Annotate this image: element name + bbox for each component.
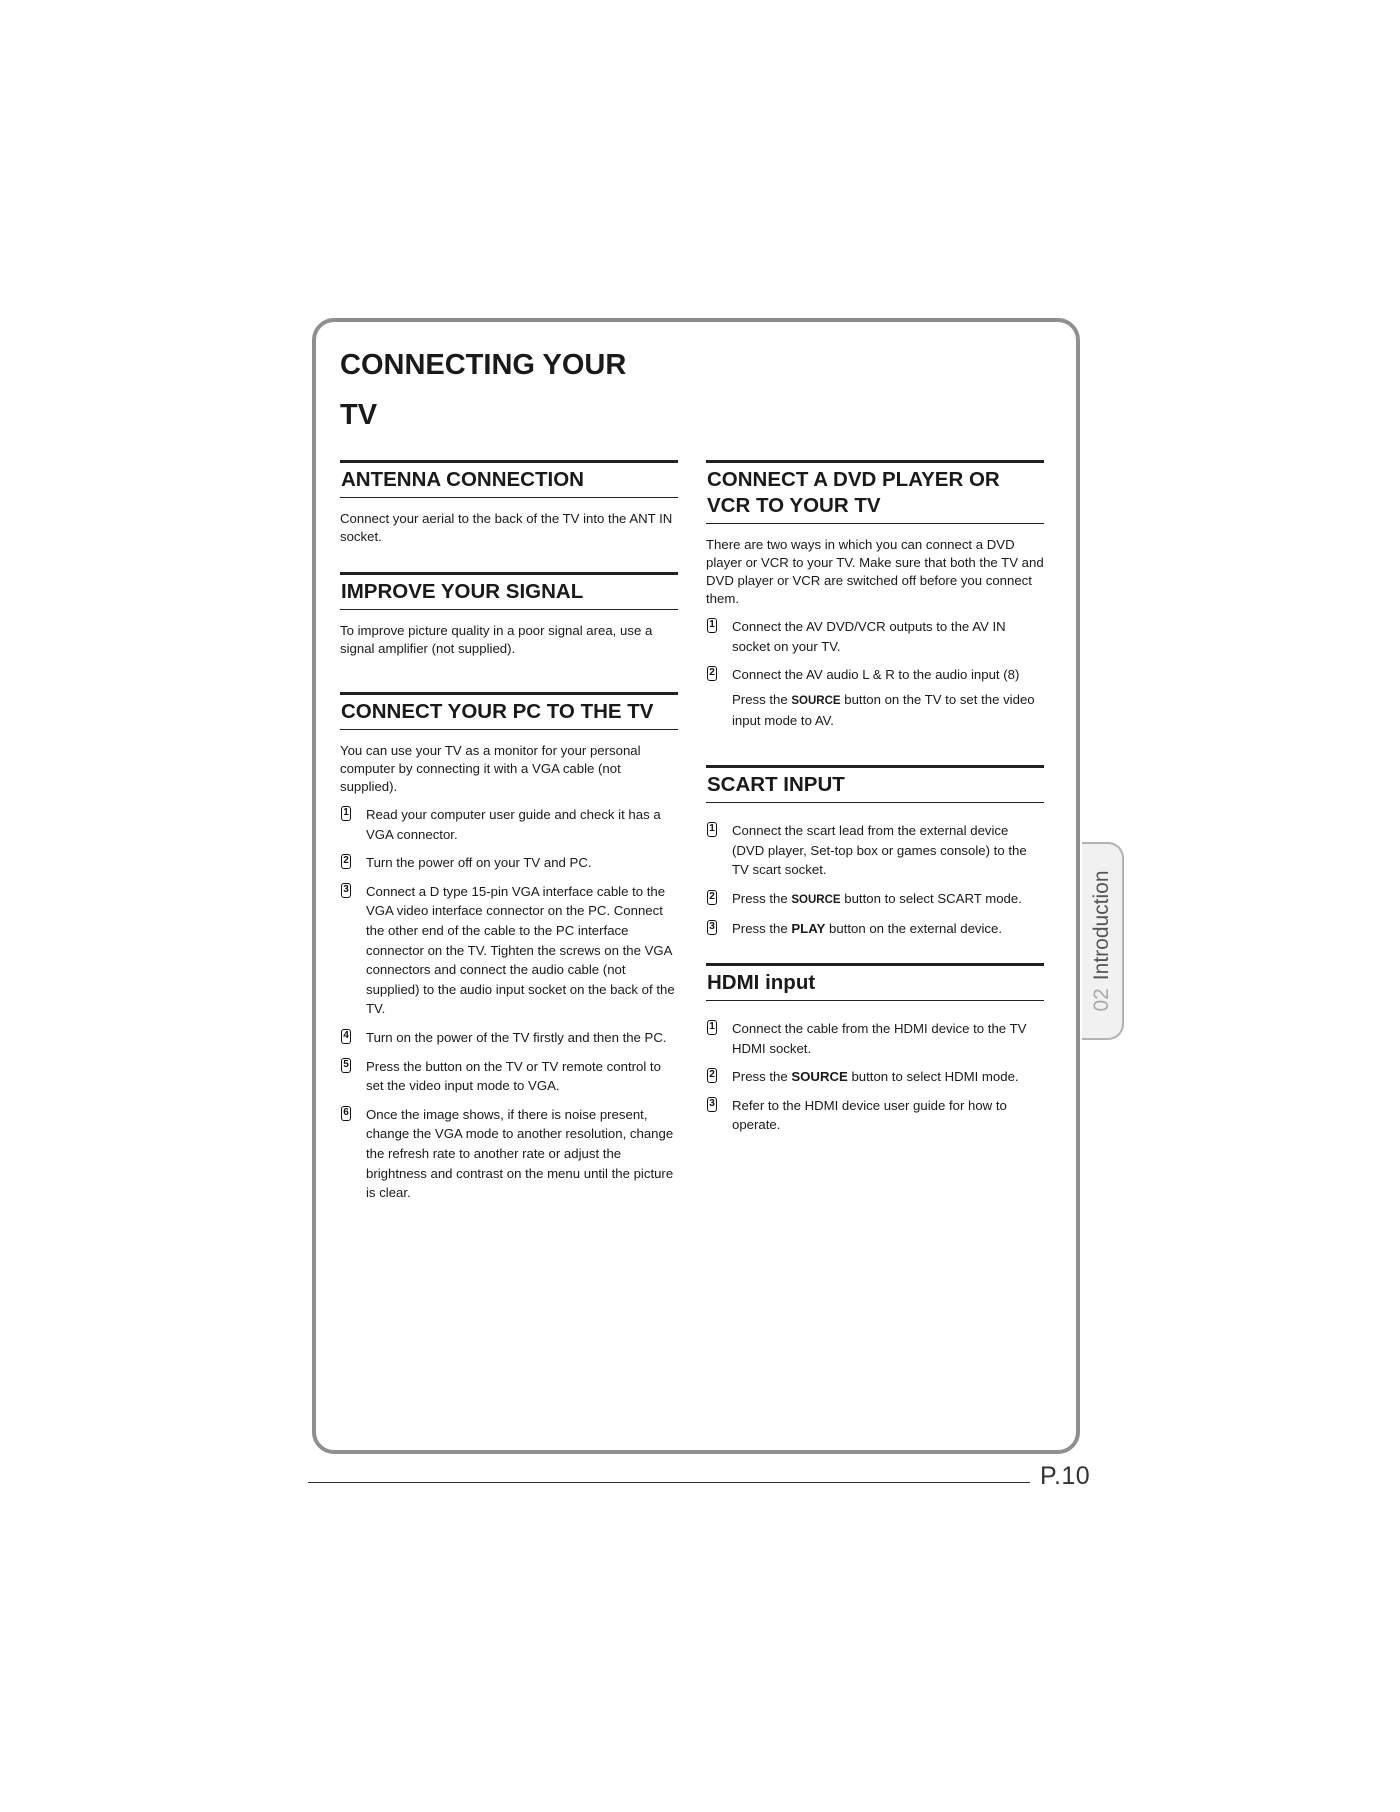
step-number-badge: 3 <box>707 1097 717 1112</box>
hdmi-title: HDMI input <box>706 963 1044 1001</box>
source-keyword: SOURCE <box>791 893 841 906</box>
footer-divider <box>308 1482 1030 1483</box>
step-number-badge: 2 <box>707 666 717 681</box>
list-item <box>340 853 678 873</box>
step-text: Connect the AV DVD/VCR outputs to the AV IN socket on your TV. <box>732 619 1006 654</box>
list-item <box>340 882 678 1019</box>
step-text: Refer to the HDMI device user guide for how to operate. <box>732 1097 1007 1133</box>
step-text: Connect the scart lead from the external device (DVD player, Set-top box or games console) to the TV scart socket. <box>732 822 1027 878</box>
page-title <box>340 340 680 440</box>
pc-body: You can use your TV as a monitor for your personal computer by connecting it with a VGA cable (not supplied). <box>340 743 641 794</box>
text-fragment: button to select SCART mode. <box>840 890 1022 906</box>
right-column <box>706 460 1044 1161</box>
text-fragment: button on the external device. <box>825 921 1003 937</box>
text-fragment: button to select HDMI mode. <box>847 1069 1019 1085</box>
list-item <box>706 1067 1044 1087</box>
step-text: Connect the cable from the HDMI device to the TV HDMI socket. <box>732 1020 1027 1056</box>
step-text: Connect a D type 15-pin VGA interface cable to the VGA video interface connector on the PC. Connect the other end of the cable to the PC interface connector on the TV. Tighten the screws on the VGA connectors and connect the audio cable (not supplied) to the audio input socket on the back of the TV. <box>366 883 675 1017</box>
text-fragment: Press the <box>732 921 792 937</box>
dvd-title: CONNECT A DVD PLAYER OR VCR TO YOUR TV <box>706 460 1044 524</box>
list-item <box>706 1096 1044 1135</box>
hdmi-steps <box>706 1019 1044 1135</box>
page-number: P.10 <box>1040 1462 1091 1490</box>
step-number-badge: 1 <box>341 806 351 821</box>
step-number-badge: 2 <box>707 1068 717 1083</box>
step-text: Once the image shows, if there is noise present, change the VGA mode to another resolution, change the refresh rate to another rate or adjust the brightness and contrast on the menu until the picture is clear. <box>366 1106 674 1201</box>
chapter-side-tab-text <box>1090 870 1114 1011</box>
list-item <box>706 1019 1044 1058</box>
step-number-badge: 5 <box>341 1058 351 1073</box>
chapter-label: Introduction <box>1090 870 1113 981</box>
step-number-badge: 2 <box>341 854 351 869</box>
list-item <box>706 821 1044 880</box>
step-text: Turn the power off on your TV and PC. <box>366 855 592 871</box>
scart-section <box>706 765 1044 939</box>
antenna-body: Connect your aerial to the back of the TV into the ANT IN socket. <box>340 511 673 544</box>
list-item <box>706 665 1044 731</box>
list-item <box>706 617 1044 656</box>
step-text: Read your computer user guide and check it has a VGA connector. <box>366 807 661 842</box>
antenna-section <box>340 460 678 546</box>
pc-title: CONNECT YOUR PC TO THE TV <box>340 692 678 730</box>
dvd-body: There are two ways in which you can connect a DVD player or VCR to your TV. Make sure that both the TV and DVD player or VCR are switched off before you connect them. <box>706 537 1044 606</box>
step-number-badge: 3 <box>707 920 717 935</box>
step-number-badge: 1 <box>707 1020 717 1035</box>
source-keyword: SOURCE <box>791 1069 848 1085</box>
dvd-section <box>706 460 1044 731</box>
scart-steps <box>706 821 1044 939</box>
list-item <box>706 889 1044 911</box>
step-text: Press the button on the TV or TV remote control to set the video input mode to VGA. <box>366 1058 661 1094</box>
chapter-side-tab <box>1082 842 1124 1040</box>
signal-title: IMPROVE YOUR SIGNAL <box>340 572 678 610</box>
antenna-title: ANTENNA CONNECTION <box>340 460 678 498</box>
chapter-number: 02 <box>1090 988 1113 1012</box>
scart-title: SCART INPUT <box>706 765 1044 803</box>
signal-section <box>340 572 678 658</box>
dvd-steps <box>706 617 1044 731</box>
list-item <box>340 1057 678 1096</box>
text-fragment: Press the <box>732 1069 792 1085</box>
list-item <box>706 919 1044 939</box>
pc-steps <box>340 805 678 1203</box>
signal-body: To improve picture quality in a poor signal area, use a signal amplifier (not supplied). <box>340 623 653 656</box>
step-text: Connect the AV audio L & R to the audio input (8) <box>732 667 1020 683</box>
step-number-badge: 3 <box>341 883 351 898</box>
list-item <box>340 1028 678 1048</box>
step-number-badge: 2 <box>707 890 717 905</box>
step-number-badge: 1 <box>707 822 717 837</box>
step-extra-text <box>732 690 1044 731</box>
page-title-line2: TV <box>340 399 378 431</box>
pc-section <box>340 692 678 1203</box>
page-title-line1: CONNECTING YOUR <box>340 349 627 381</box>
list-item <box>340 1105 678 1203</box>
step-number-badge: 4 <box>341 1029 351 1044</box>
step-number-badge: 1 <box>707 618 717 633</box>
source-keyword: SOURCE <box>791 694 841 707</box>
play-keyword: PLAY <box>791 921 826 937</box>
step-text: Turn on the power of the TV firstly and then the PC. <box>366 1029 667 1045</box>
text-fragment: button on the TV to set the video input mode to AV. <box>732 691 1035 729</box>
step-number-badge: 6 <box>341 1106 351 1121</box>
hdmi-section <box>706 963 1044 1135</box>
text-fragment: Press the <box>732 890 792 906</box>
list-item <box>340 805 678 844</box>
left-column <box>340 460 678 1229</box>
text-fragment: Press the <box>732 691 792 707</box>
